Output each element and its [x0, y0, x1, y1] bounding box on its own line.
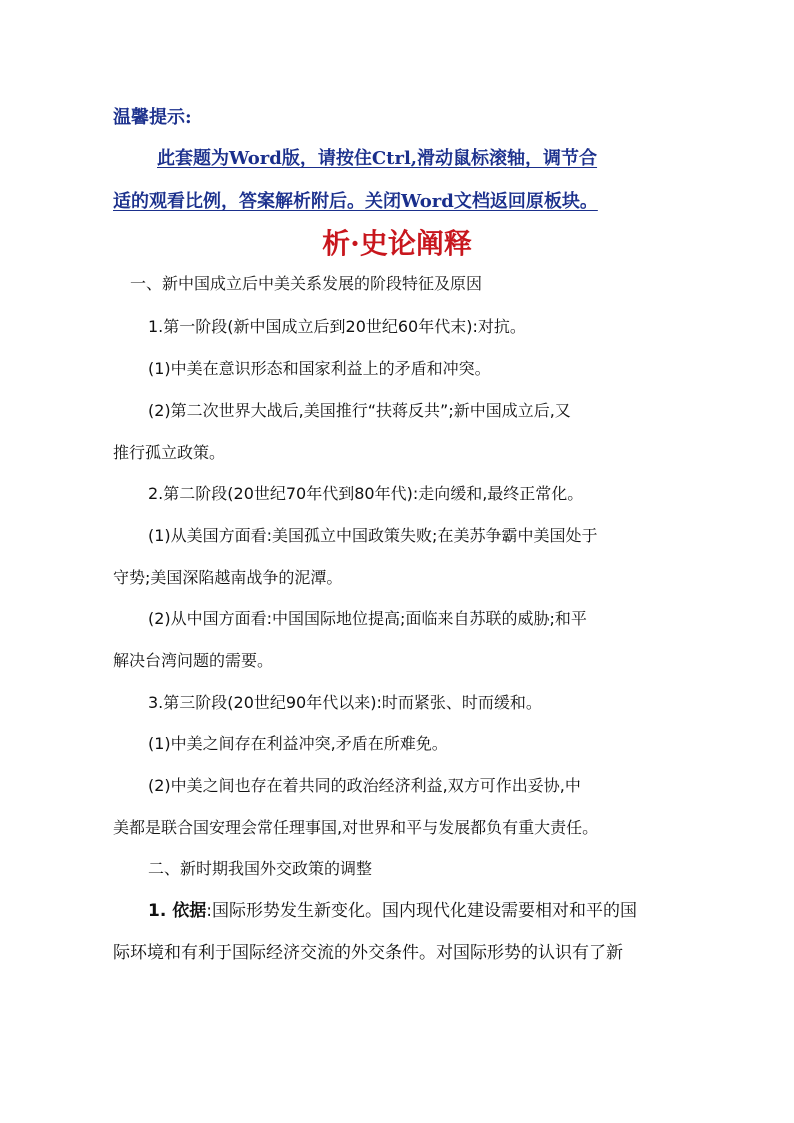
paragraph-line: (2)中美之间也存在着共同的政治经济利益,双方可作出妥协,中: [148, 776, 581, 795]
paragraph-line: 守势;美国深陷越南战争的泥潭。: [113, 568, 343, 587]
paragraph-line: (1)中美之间存在利益冲突,矛盾在所难免。: [148, 734, 448, 753]
basis-text: :国际形势发生新变化。国内现代化建设需要相对和平的国: [206, 901, 637, 921]
tip-line-1: 此套题为Word版，请按住Ctrl,滑动鼠标滚轴，调节合: [157, 148, 598, 169]
paragraph-line: (2)从中国方面看:中国国际地位提高;面临来自苏联的威胁;和平: [148, 609, 587, 628]
basis-line: [148, 900, 718, 922]
basis-line-2: 际环境和有利于国际经济交流的外交条件。对国际形势的认识有了新: [113, 943, 623, 963]
tip-heading: 温馨提示:: [113, 107, 192, 128]
basis-label: 1. 依据: [148, 901, 207, 921]
section-title: 析·史论阐释: [322, 227, 472, 260]
heading-2: 二、新时期我国外交政策的调整: [148, 859, 373, 878]
paragraph-line: 2.第二阶段(20世纪70年代到80年代):走向缓和,最终正常化。: [148, 484, 584, 503]
paragraph-line: 美都是联合国安理会常任理事国,对世界和平与发展都负有重大责任。: [113, 818, 599, 837]
paragraph-line: (1)从美国方面看:美国孤立中国政策失败;在美苏争霸中美国处于: [148, 526, 598, 545]
paragraph-line: 1.第一阶段(新中国成立后到20世纪60年代末):对抗。: [148, 317, 526, 336]
heading-1: 一、新中国成立后中美关系发展的阶段特征及原因: [130, 274, 483, 293]
paragraph-line: 推行孤立政策。: [113, 443, 226, 462]
paragraph-line: (2)第二次世界大战后,美国推行“扶蒋反共”;新中国成立后,又: [148, 401, 571, 420]
tip-line-2: 适的观看比例，答案解析附后。关闭Word文档返回原板块。: [113, 191, 598, 212]
paragraph-line: 3.第三阶段(20世纪90年代以来):时而紧张、时而缓和。: [148, 693, 542, 712]
paragraph-line: (1)中美在意识形态和国家利益上的矛盾和冲突。: [148, 359, 491, 378]
paragraph-line: 解决台湾问题的需要。: [113, 651, 274, 670]
